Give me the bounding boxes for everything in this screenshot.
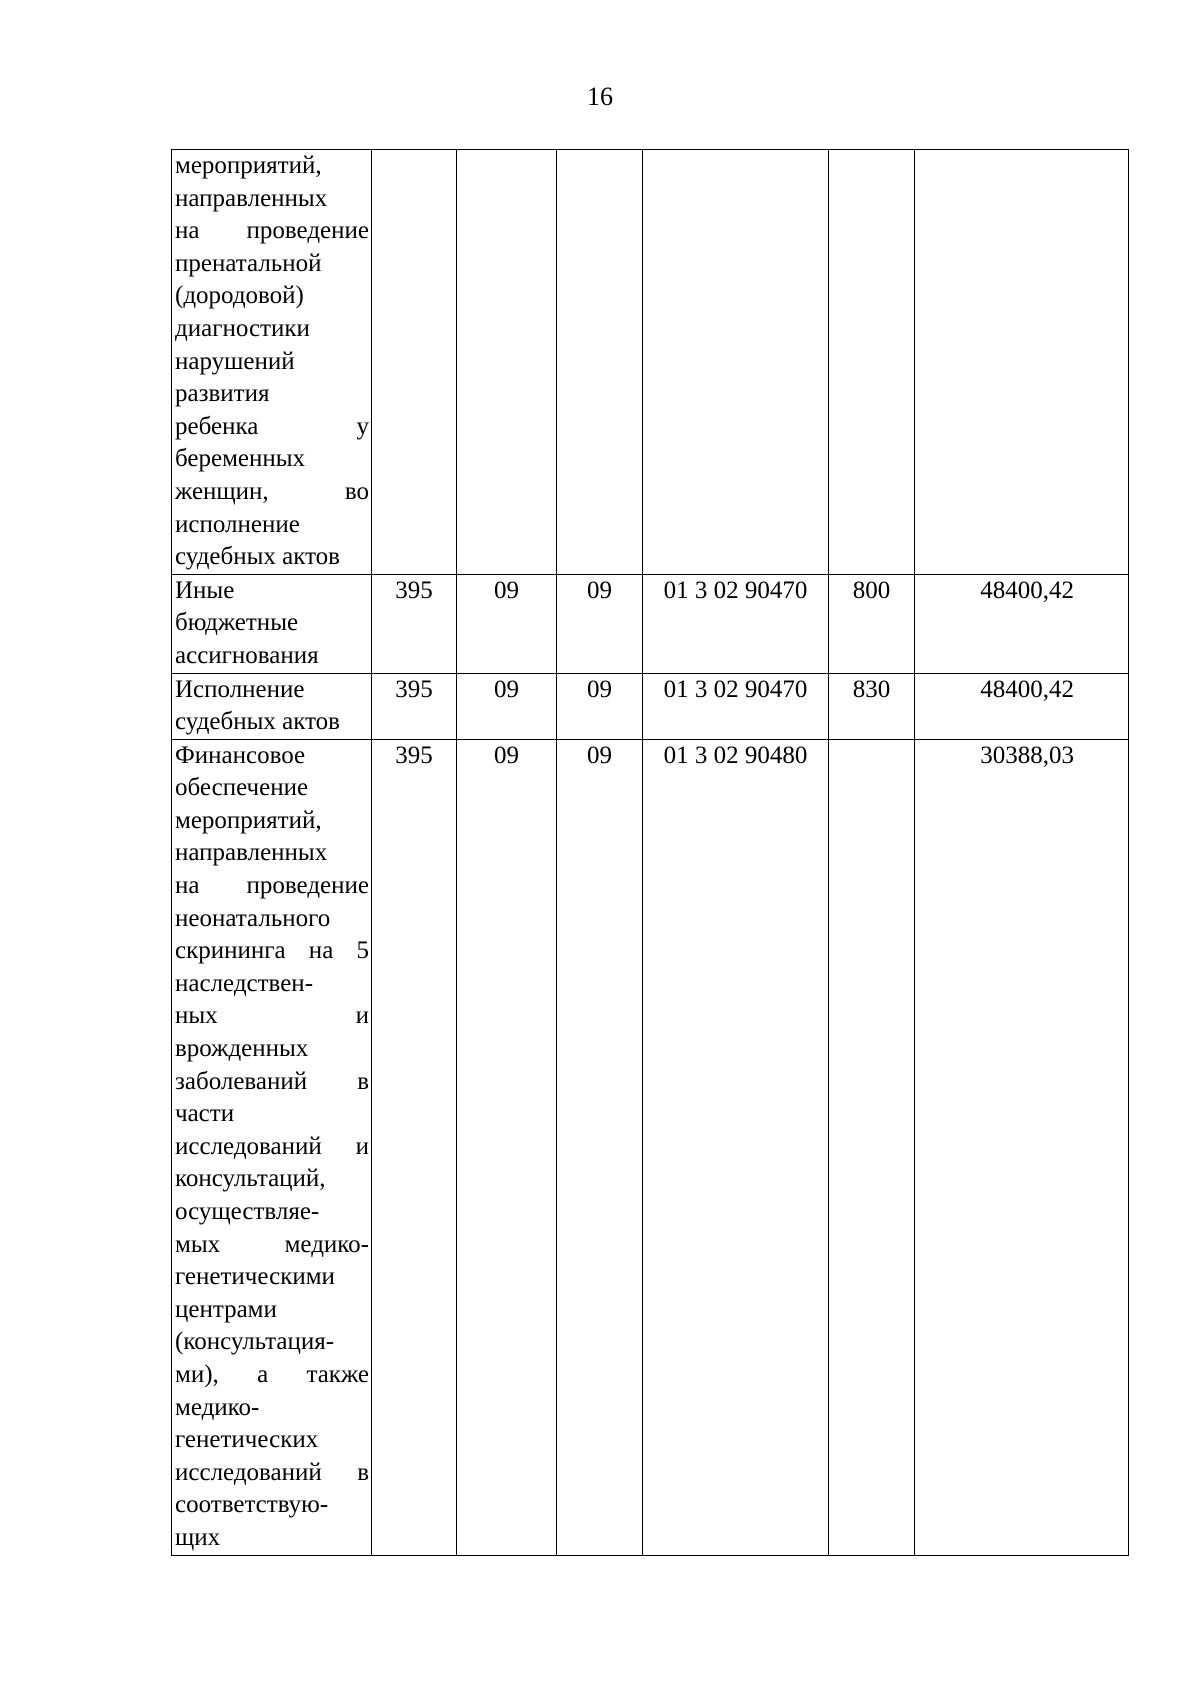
- description-line: исполнение: [175, 510, 300, 538]
- section-code-cell: 09: [457, 739, 557, 1555]
- description-line: судебных актов: [175, 708, 340, 736]
- description-line: (дородовой): [175, 282, 304, 310]
- description-line: генетических: [175, 1426, 319, 1454]
- description-line: ассигнования: [175, 641, 319, 669]
- description-line: щих: [175, 1523, 221, 1551]
- target-article-cell: 01 3 02 90470: [643, 574, 829, 673]
- description-line: обеспечение: [175, 774, 309, 802]
- table-row: [172, 739, 1129, 1555]
- page-number: 16: [587, 82, 613, 111]
- description-line: Иные: [175, 576, 235, 604]
- description-line: исследований в: [175, 1458, 369, 1486]
- expense-type-cell: 800: [829, 574, 915, 673]
- grbs-code-cell: 395: [372, 574, 457, 673]
- description-line: части: [175, 1100, 235, 1128]
- description-line: мых медико-: [175, 1230, 369, 1258]
- description-line: пренатальной: [175, 249, 322, 277]
- subsection-code-cell: 09: [557, 739, 643, 1555]
- description-line: (консультация-: [175, 1328, 335, 1356]
- table-row: [172, 150, 1129, 575]
- section-code-cell: [457, 150, 557, 575]
- row-description: [172, 739, 372, 1555]
- description-line: на проведение: [175, 217, 369, 245]
- description-line: развития: [175, 380, 270, 408]
- row-description: [172, 150, 372, 575]
- amount-cell: 48400,42: [915, 673, 1129, 739]
- description-line: неонатального: [175, 904, 331, 932]
- description-line: генетическими: [175, 1263, 335, 1291]
- subsection-code-cell: 09: [557, 574, 643, 673]
- expense-type-cell: 830: [829, 673, 915, 739]
- target-article-cell: [643, 150, 829, 575]
- description-line: ми), а также: [175, 1360, 369, 1388]
- description-line: Исполнение: [175, 675, 305, 703]
- row-description: [172, 574, 372, 673]
- description-line: мероприятий,: [175, 152, 322, 179]
- table-row: [172, 673, 1129, 739]
- description-line: врожденных: [175, 1035, 309, 1063]
- grbs-code-cell: 395: [372, 673, 457, 739]
- row-description: [172, 673, 372, 739]
- grbs-code-cell: 395: [372, 739, 457, 1555]
- amount-cell: [915, 150, 1129, 575]
- description-line: центрами: [175, 1295, 277, 1323]
- description-line: мероприятий,: [175, 806, 322, 834]
- description-line: Финансовое: [175, 741, 306, 769]
- target-article-cell: 01 3 02 90470: [643, 673, 829, 739]
- description-line: направленных: [175, 839, 328, 867]
- description-line: женщин, во: [175, 477, 369, 505]
- subsection-code-cell: [557, 150, 643, 575]
- grbs-code-cell: [372, 150, 457, 575]
- section-code-cell: 09: [457, 574, 557, 673]
- amount-cell: 48400,42: [915, 574, 1129, 673]
- description-line: медико-: [175, 1393, 260, 1421]
- description-line: бюджетные: [175, 609, 299, 637]
- expense-type-cell: [829, 739, 915, 1555]
- description-line: осуществляе-: [175, 1198, 320, 1225]
- budget-table: [171, 149, 1129, 1556]
- expense-type-cell: [829, 150, 915, 575]
- description-line: ребенка у: [175, 412, 369, 440]
- description-line: ных и: [175, 1002, 369, 1030]
- description-line: консультаций,: [175, 1165, 326, 1193]
- description-line: заболеваний в: [175, 1067, 369, 1095]
- description-line: скрининга на 5: [175, 937, 369, 965]
- table-row: [172, 574, 1129, 673]
- amount-cell: 30388,03: [915, 739, 1129, 1555]
- description-line: беременных: [175, 445, 306, 473]
- description-line: направленных: [175, 184, 328, 212]
- description-line: нарушений: [175, 347, 295, 375]
- description-line: исследований и: [175, 1132, 369, 1160]
- description-line: на проведение: [175, 872, 369, 900]
- section-code-cell: 09: [457, 673, 557, 739]
- description-line: судебных актов: [175, 543, 340, 571]
- description-line: соответствую-: [175, 1491, 329, 1519]
- description-line: наследствен-: [175, 969, 314, 997]
- description-line: диагностики: [175, 314, 310, 342]
- target-article-cell: 01 3 02 90480: [643, 739, 829, 1555]
- subsection-code-cell: 09: [557, 673, 643, 739]
